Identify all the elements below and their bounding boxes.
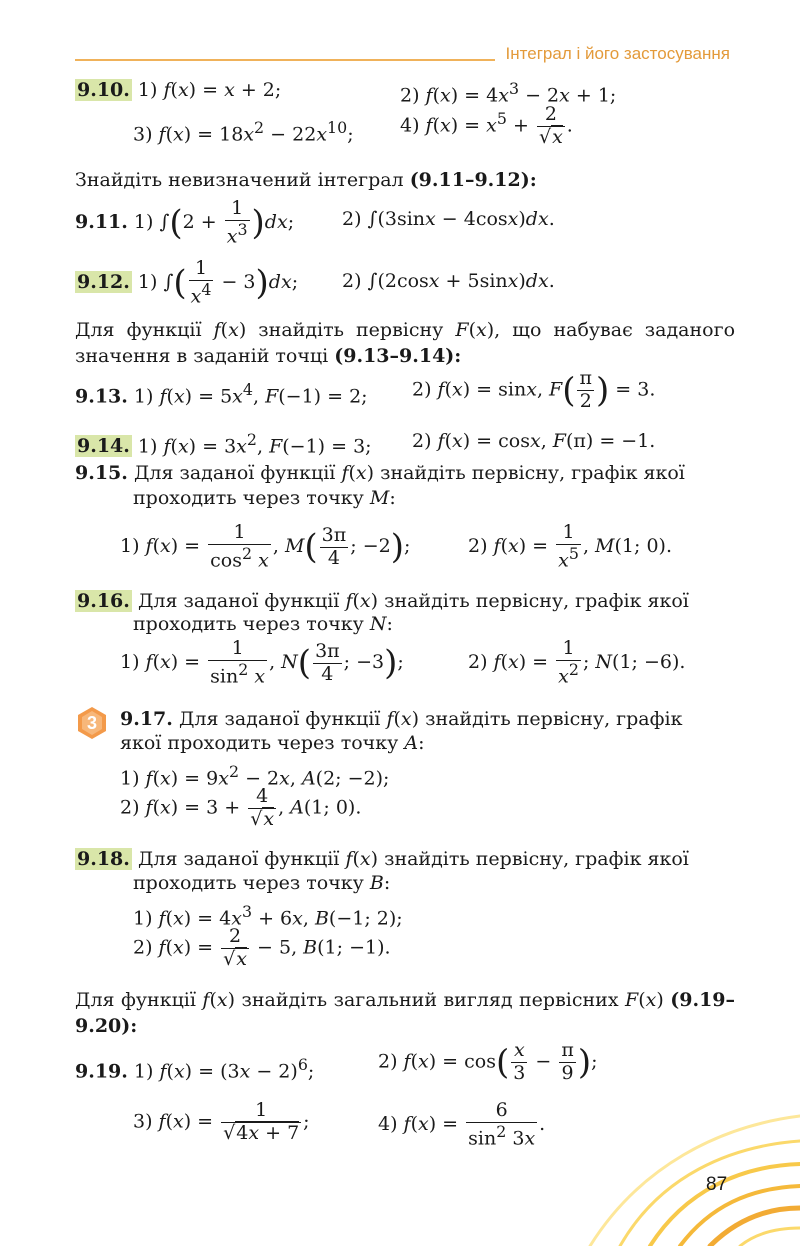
page-number: 87 [706,1174,728,1195]
problem-number: 9.12. [77,271,130,294]
instruction-indefinite: Знайдіть невизначений інтеграл (9.11–9.12): [75,169,537,191]
problem-9-17-2: 2) f(x) = 3 + $\frac{4}{√x}$ , A(1; 0). [120,785,362,830]
corner-swirl-decoration [550,1056,800,1246]
header-rule [75,59,495,61]
problem-9-18-2: 2) f(x) = $\frac{2}{√x}$ − 5, B(1; −1). [133,925,391,970]
problem-number: 9.16. [77,590,130,612]
problem-9-10-4: 4) $f(x) = x^5$ + $\frac{2}{√x}$ . [400,103,573,148]
level-3-badge-icon [76,706,108,740]
problem-9-15-2: 2) f(x) = $\frac{1}{x^5}$ , M(1; 0). [468,521,672,572]
problem-9-18-1: 1) $f(x) = 4x^3 + 6x$, B(−1; 2); [133,902,403,930]
problem-9-12: 9.12. 1) ∫( $\frac{1}{x^4}$ − 3)dx; [77,257,299,308]
problem-9-17-line2: якої проходить через точку A: [120,732,425,754]
problem-9-19-3: 3) f(x) = $\frac{1}{√4x + 7}$ ; [133,1099,310,1144]
problem-9-18: 9.18. Для заданої функції f(x) знайдіть первісну, графік якої [77,848,689,870]
problem-9-16-line2: проходить через точку N: [133,613,393,635]
problem-9-11-2: 2) ∫(3sinx − 4cosx)dx. [342,208,555,230]
instruction-value: Для функції f(x) знайдіть первісну F(x), що набуває заданого значення в заданій точці (9.13–9.14): [75,319,736,367]
problem-9-10-2: 2) $f(x) = 4x^3 - 2x + 1$; [400,79,617,107]
problem-number: 9.18. [77,848,130,870]
problem-9-10: 9.10. 1) f(x) = x + 2; [77,79,282,101]
svg-text:3: 3 [86,713,98,733]
problem-9-19-4: 4) f(x) = $\frac{6}{\sin^2 3x}$ . [378,1099,546,1150]
problem-9-17-1: 1) $f(x) = 9x^2 - 2x$, A(2; −2); [120,762,390,790]
problem-9-16-1: 1) f(x) = $\frac{1}{\sin^2 x}$ , N( $\frac{3\pi}{4}$ ; −3); [120,637,404,688]
problem-9-15-line2: проходить через точку M: [133,487,396,509]
problem-9-16-2: 2) f(x) = $\frac{1}{x^2}$ ; N(1; −6). [468,637,686,688]
section-title: Інтеграл і його застосування [505,44,730,63]
problem-9-14: 9.14. 1) $f(x) = 3x^2$, F(−1) = 3; [77,430,372,458]
problem-9-18-line2: проходить через точку B: [133,872,391,894]
problem-number: 9.19. [75,1060,128,1083]
problem-9-16: 9.16. Для заданої функції f(x) знайдіть первісну, графік якої [77,590,689,612]
problem-number: 9.17. [120,708,173,730]
problem-9-11: 9.11. 1) ∫(2 + $\frac{1}{x^3}$ )dx; [75,197,295,248]
problem-9-12-2: 2) ∫(2cosx + 5sinx)dx. [342,270,555,292]
problem-number: 9.10. [77,79,130,101]
problem-9-13-2: 2) f(x) = sinx, F( $\frac{\pi}{2}$ ) = 3. [412,367,656,412]
problem-9-15: 9.15. Для заданої функції f(x) знайдіть первісну, графік якої [75,462,685,484]
problem-9-13: 9.13. 1) $f(x) = 5x^4$, F(−1) = 2; [75,380,368,408]
problem-number: 9.11. [75,211,128,234]
problem-number: 9.13. [75,385,128,408]
problem-9-14-2: 2) f(x) = cosx, F(π) = −1. [412,430,656,452]
problem-9-15-1: 1) f(x) = $\frac{1}{\cos^2 x}$ , M( $\frac{3\pi}{4}$ ; −2); [120,521,411,572]
problem-9-19-2: 2) f(x) = cos( $\frac{x}{3}$ − $\frac{\pi}{9}$ ); [378,1039,598,1084]
problem-number: 9.14. [77,435,130,458]
problem-9-17: 9.17. Для заданої функції f(x) знайдіть первісну, графік [120,708,683,730]
problem-9-10-3: 3) $f(x) = 18x^2 - 22x^{10}$; [133,118,354,146]
problem-9-19: 9.19. 1) $f(x) = (3x - 2)^6$; [75,1055,315,1083]
problem-number: 9.15. [75,462,128,484]
instruction-general: Для функції f(x) знайдіть загальний вигляд первісних F(x) (9.19–9.20): [75,989,736,1037]
